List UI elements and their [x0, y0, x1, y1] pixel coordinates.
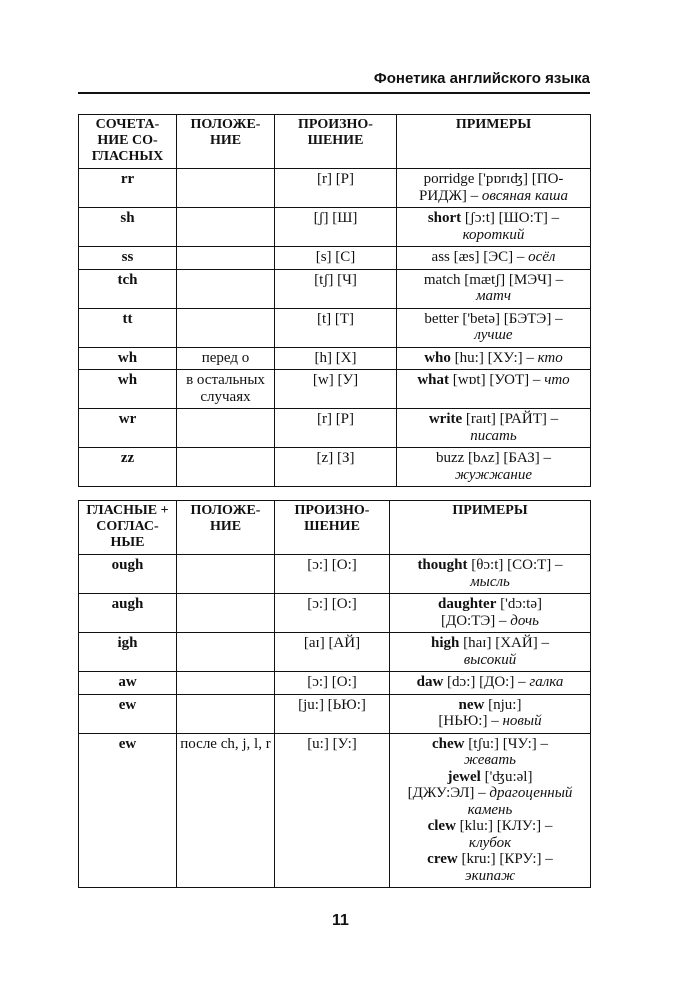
consonant-combinations-table — [78, 114, 591, 487]
example-text: [ʃɔ:t] [ШО:Т] – — [461, 210, 560, 226]
example-text: [dɔ:] [ДО:] – — [443, 674, 530, 690]
combination-cell: augh — [79, 594, 177, 633]
position-cell — [177, 308, 275, 347]
position-cell — [177, 247, 275, 270]
example-text: [ДЖУ:ЭЛ] – — [407, 785, 490, 801]
translation-text: матч — [475, 288, 512, 304]
example-cell — [397, 409, 591, 448]
example-text: ['dɔ:tə] — [496, 596, 542, 612]
combination-cell: rr — [79, 169, 177, 208]
example-word: chew — [431, 735, 465, 752]
translation-text: осёл — [528, 249, 556, 265]
pronunciation-cell: [u:] [У:] — [275, 733, 390, 888]
table-row — [79, 347, 591, 370]
table-row — [79, 694, 591, 733]
example-word: who — [424, 349, 451, 366]
example-cell — [397, 448, 591, 487]
example-text: porridge ['pɒrɪʤ] [ПО- — [423, 171, 564, 187]
combination-cell: ss — [79, 247, 177, 270]
pronunciation-cell: [t] [Т] — [275, 308, 397, 347]
col-header-examples: ПРИМЕРЫ — [390, 501, 591, 555]
example-cell — [397, 169, 591, 208]
position-cell — [177, 169, 275, 208]
combination-cell: ew — [79, 694, 177, 733]
combination-cell: wh — [79, 370, 177, 409]
example-word: clew — [427, 818, 456, 834]
example-text: [kru:] [КРУ:] – — [457, 851, 553, 867]
combination-cell: ew — [79, 733, 177, 888]
translation-text: жужжание — [454, 466, 533, 483]
col-header-position: ПОЛОЖЕ-НИЕ — [177, 501, 275, 555]
table-row — [79, 409, 591, 448]
example-word: write — [428, 411, 463, 427]
pronunciation-cell: [ɔ:] [О:] — [275, 555, 390, 594]
table-row — [79, 269, 591, 308]
table-row — [79, 672, 591, 695]
example-cell — [390, 672, 591, 695]
translation-text: клубок — [468, 834, 512, 851]
example-cell — [390, 633, 591, 672]
example-text: [nju:] — [484, 696, 522, 713]
combination-cell: tch — [79, 269, 177, 308]
example-word: high — [431, 635, 460, 651]
example-cell — [390, 594, 591, 633]
example-word: daw — [416, 674, 444, 690]
pronunciation-cell: [w] [У] — [275, 370, 397, 409]
position-cell — [177, 594, 275, 633]
position-cell: после ch, j, l, r — [177, 733, 275, 888]
position-cell — [177, 208, 275, 247]
pronunciation-cell: [ɔ:] [О:] — [275, 594, 390, 633]
table-header-row — [79, 501, 591, 555]
translation-text: дочь — [510, 612, 539, 629]
example-text: [haɪ] [ХАЙ] – — [459, 635, 549, 651]
example-text: buzz [bʌz] [БАЗ] – — [435, 450, 552, 466]
col-header-pronunciation: ПРОИЗНО-ШЕНИЕ — [275, 501, 390, 555]
translation-text: кто — [537, 349, 563, 366]
position-cell — [177, 694, 275, 733]
example-cell — [390, 555, 591, 594]
table-row — [79, 308, 591, 347]
example-text: [klu:] [КЛУ:] – — [455, 818, 553, 834]
pronunciation-cell: [r] [Р] — [275, 409, 397, 448]
pronunciation-cell: [tʃ] [Ч] — [275, 269, 397, 308]
example-text: РИДЖ] – — [419, 187, 482, 204]
position-cell — [177, 448, 275, 487]
example-text: [hu:] [ХУ:] – — [450, 349, 538, 366]
col-header-combination: ГЛАСНЫЕ + СОГЛАС-НЫЕ — [79, 501, 177, 555]
pronunciation-cell: [ʃ] [Ш] — [275, 208, 397, 247]
example-text: better ['betə] [БЭТЭ] – — [424, 310, 563, 327]
table-row — [79, 633, 591, 672]
example-word: jewel — [447, 768, 481, 785]
table-row — [79, 247, 591, 270]
position-cell: перед o — [177, 347, 275, 370]
translation-text: что — [544, 372, 570, 388]
example-cell — [390, 694, 591, 733]
translation-text: короткий — [462, 226, 525, 243]
example-text: [tʃu:] [ЧУ:] – — [464, 735, 549, 752]
position-cell — [177, 672, 275, 695]
table-header-row — [79, 115, 591, 169]
example-word: short — [427, 210, 462, 226]
translation-text: экипаж — [464, 867, 516, 884]
vowel-consonant-combinations-table — [78, 500, 591, 888]
translation-text: овсяная каша — [481, 187, 568, 204]
example-text: ['ʤu:əl] — [480, 768, 533, 785]
example-text: [ДО:ТЭ] – — [441, 612, 511, 629]
pronunciation-cell: [h] [Х] — [275, 347, 397, 370]
example-text: [НЬЮ:] – — [438, 713, 503, 729]
example-text: [wɒt] [УОТ] – — [448, 372, 545, 388]
translation-text: лучше — [474, 327, 513, 343]
col-header-pronunciation: ПРОИЗНО-ШЕНИЕ — [275, 115, 397, 169]
example-word: new — [458, 696, 485, 713]
example-cell — [397, 247, 591, 270]
table-row — [79, 555, 591, 594]
pronunciation-cell: [z] [З] — [275, 448, 397, 487]
combination-cell: aw — [79, 672, 177, 695]
header-title: Фонетика английского языка — [373, 70, 590, 87]
combination-cell: ough — [79, 555, 177, 594]
col-header-position: ПОЛОЖЕ-НИЕ — [177, 115, 275, 169]
position-cell — [177, 269, 275, 308]
combination-cell: wr — [79, 409, 177, 448]
example-cell — [397, 347, 591, 370]
translation-text: галка — [529, 674, 564, 690]
example-cell — [397, 308, 591, 347]
translation-text: жевать — [464, 752, 516, 768]
combination-cell: wh — [79, 347, 177, 370]
combination-cell: igh — [79, 633, 177, 672]
example-word: what — [417, 372, 449, 388]
example-cell — [397, 208, 591, 247]
position-cell: в остальных случаях — [177, 370, 275, 409]
translation-text: высокий — [463, 651, 517, 668]
translation-text: новый — [502, 713, 542, 729]
example-text: match [mætʃ] [МЭЧ] – — [423, 271, 564, 288]
page-number: 11 — [332, 912, 349, 929]
pronunciation-cell: [r] [Р] — [275, 169, 397, 208]
example-text: ass [æs] [ЭС] – — [431, 249, 529, 265]
example-word: thought — [417, 557, 468, 573]
running-header — [78, 70, 590, 94]
translation-text: драгоценный камень — [467, 785, 573, 818]
example-text: [raɪt] [РАЙТ] – — [462, 411, 559, 427]
position-cell — [177, 409, 275, 448]
example-cell — [397, 269, 591, 308]
translation-text: мысль — [470, 573, 510, 590]
table-row — [79, 208, 591, 247]
example-text: [θɔ:t] [СО:Т] – — [467, 557, 563, 573]
pronunciation-cell: [ju:] [ЬЮ:] — [275, 694, 390, 733]
col-header-examples: ПРИМЕРЫ — [397, 115, 591, 169]
position-cell — [177, 633, 275, 672]
example-word: crew — [427, 851, 458, 867]
combination-cell: sh — [79, 208, 177, 247]
pronunciation-cell: [s] [С] — [275, 247, 397, 270]
table-row — [79, 733, 591, 888]
example-cell — [397, 370, 591, 409]
pronunciation-cell: [ɔ:] [О:] — [275, 672, 390, 695]
combination-cell: zz — [79, 448, 177, 487]
pronunciation-cell: [aɪ] [АЙ] — [275, 633, 390, 672]
table-row — [79, 594, 591, 633]
table-row — [79, 370, 591, 409]
position-cell — [177, 555, 275, 594]
translation-text: писать — [470, 427, 517, 444]
example-cell — [390, 733, 591, 888]
table-row — [79, 448, 591, 487]
combination-cell: tt — [79, 308, 177, 347]
example-word: daughter — [438, 596, 497, 612]
table-row — [79, 169, 591, 208]
col-header-combination: СОЧЕТА-НИЕ СО-ГЛАСНЫХ — [79, 115, 177, 169]
